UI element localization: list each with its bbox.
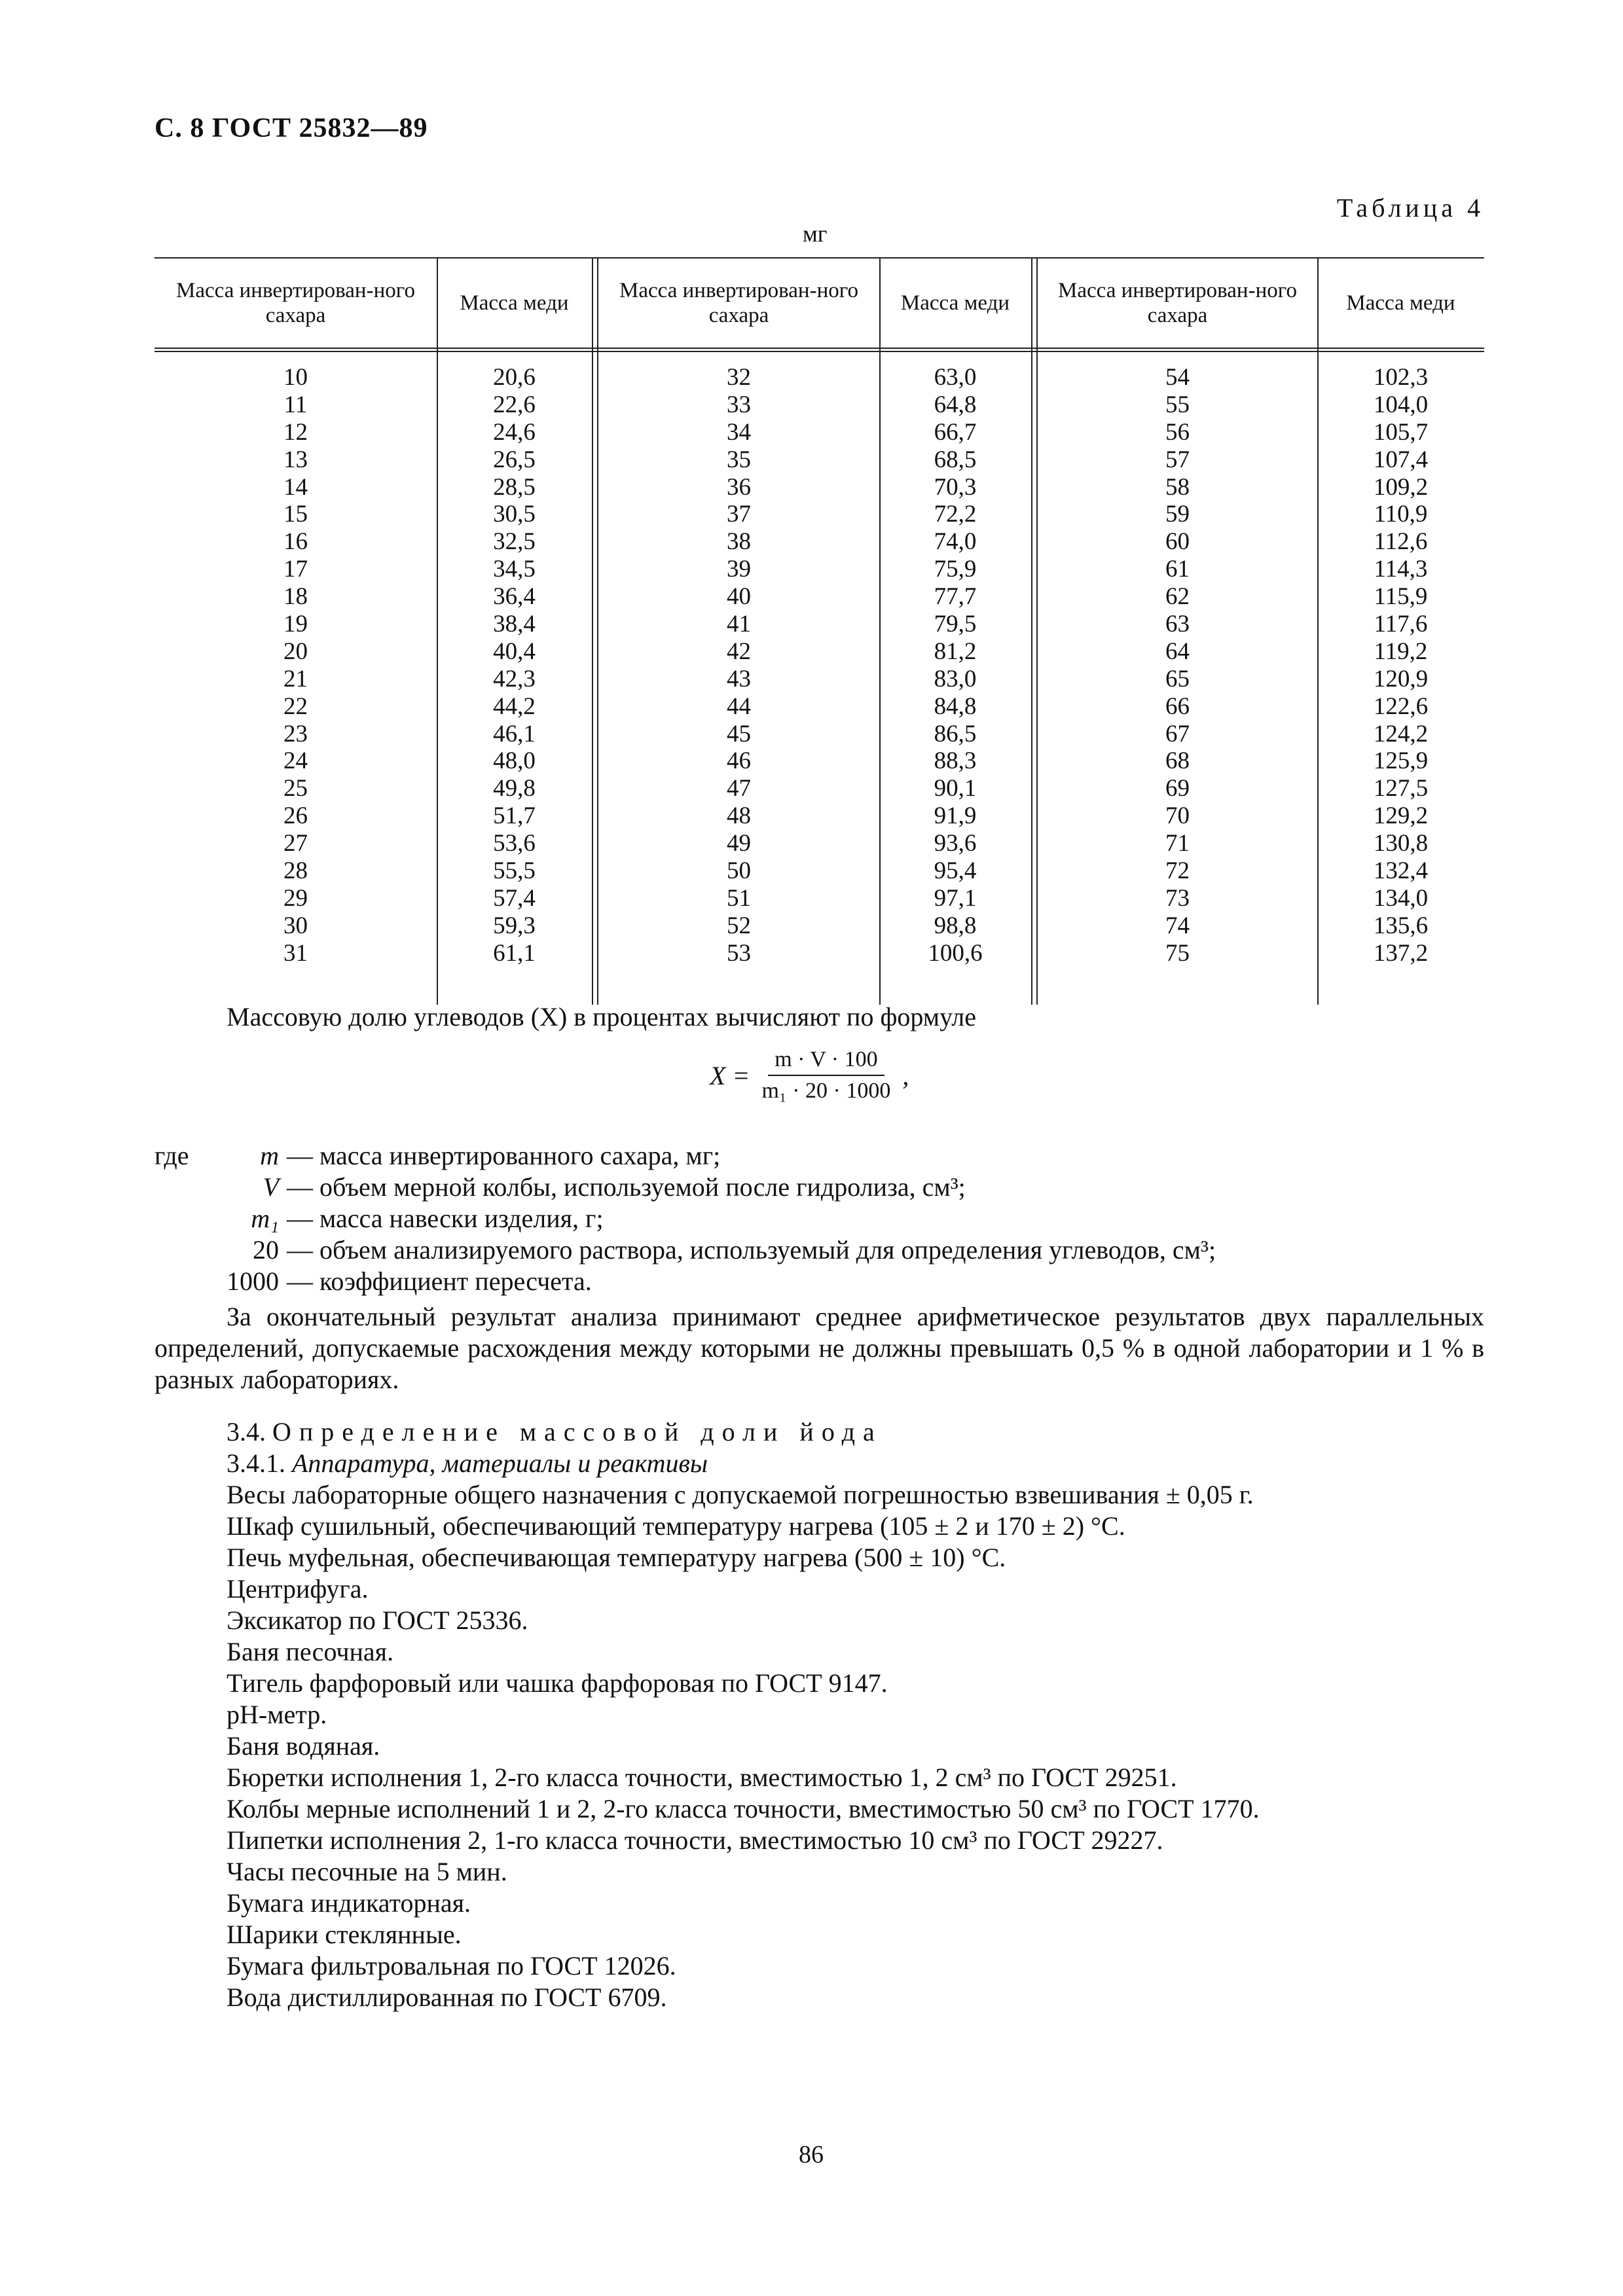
column-sugar-2 (598, 364, 879, 967)
table-cell: 34 (727, 418, 751, 446)
table-cell: 17 (283, 556, 308, 583)
equipment-item: Тигель фарфоровый или чашка фарфоровая по ГОСТ 9147. (227, 1668, 888, 1698)
equipment-item: Вода дистиллированная по ГОСТ 6709. (227, 1982, 667, 2012)
table-cell: 40 (727, 583, 751, 611)
table-cell: 107,4 (1373, 446, 1429, 473)
table-cell: 98,8 (934, 912, 977, 939)
table-cell: 132,4 (1373, 857, 1429, 885)
table-cell: 127,5 (1373, 775, 1429, 802)
table-cell: 55,5 (493, 857, 536, 885)
table-cell: 30,5 (493, 501, 536, 528)
table-cell: 66,7 (934, 418, 977, 446)
table-cell: 46,1 (493, 720, 536, 747)
table-cell: 67 (1165, 720, 1190, 747)
table-cell: 55 (1165, 391, 1190, 418)
legend-row (155, 1203, 1216, 1234)
table-cell: 93,6 (934, 830, 977, 857)
table-cell: 90,1 (934, 775, 977, 802)
table-cell: 122,6 (1373, 692, 1429, 720)
table-cell: 68,5 (934, 446, 977, 473)
table-cell: 24 (283, 747, 308, 775)
table-cell: 16 (283, 528, 308, 556)
column-copper-2 (879, 364, 1031, 967)
table-cell: 29 (283, 884, 308, 912)
table-cell: 119,2 (1374, 637, 1428, 665)
table-cell: 74 (1165, 912, 1190, 939)
table-cell: 65 (1165, 665, 1190, 692)
formula-numerator: m · V · 100 (768, 1047, 884, 1076)
legend-text: — масса навески изделия, г; (287, 1204, 604, 1233)
table-cell: 25 (283, 775, 308, 802)
table-cell: 105,7 (1373, 418, 1429, 446)
legend-text: — масса инвертированного сахара, мг; (287, 1141, 721, 1170)
table-cell: 34,5 (493, 556, 536, 583)
header-sugar-3: Масса инвертирован-ного сахара (1058, 279, 1297, 327)
table-cell: 40,4 (493, 637, 536, 665)
table-cell: 83,0 (934, 665, 977, 692)
equipment-item: Баня песочная. (227, 1637, 394, 1666)
equipment-item: Бюретки исполнения 1, 2-го класса точности, вместимостью 1, 2 см³ по ГОСТ 29251. (227, 1763, 1177, 1792)
equipment-item: Баня водяная. (227, 1731, 380, 1761)
formula-intro: Массовую долю углеводов (X) в процентах вычисляют по формуле (227, 1002, 977, 1031)
equipment-item: Часы песочные на 5 мин. (227, 1857, 507, 1886)
table-cell: 37 (727, 501, 751, 528)
table-cell: 102,3 (1373, 364, 1429, 391)
table-cell: 63 (1165, 611, 1190, 638)
legend-symbol: V (263, 1172, 279, 1202)
table-cell: 48,0 (493, 747, 536, 775)
table-cell: 91,9 (934, 802, 977, 830)
table-cell: 20,6 (493, 364, 536, 391)
table-cell: 36,4 (493, 583, 536, 611)
section-title: Определение массовой доли йода (272, 1417, 883, 1446)
table-cell: 135,6 (1373, 912, 1429, 939)
table-cell: 51 (727, 884, 751, 912)
subsection-number: 3.4.1. (227, 1448, 285, 1478)
table-cell: 104,0 (1373, 391, 1429, 418)
table-cell: 59,3 (493, 912, 536, 939)
table-cell: 130,8 (1373, 830, 1429, 857)
table-cell: 38 (727, 528, 751, 556)
equipment-item: Колбы мерные исполнений 1 и 2, 2-го класса точности, вместимостью 50 см³ по ГОСТ 1770. (227, 1794, 1260, 1823)
table-cell: 28 (283, 857, 308, 885)
legend-text: — объем мерной колбы, используемой после гидролиза, см³; (287, 1172, 966, 1202)
table-cell: 66 (1165, 692, 1190, 720)
equipment-item: Бумага фильтровальная по ГОСТ 12026. (227, 1951, 676, 1981)
table-cell: 69 (1165, 775, 1190, 802)
equipment-list (227, 1479, 1260, 2013)
table-cell: 88,3 (934, 747, 977, 775)
table-cell: 41 (727, 611, 751, 638)
table-cell: 72 (1165, 857, 1190, 885)
legend-row (155, 1140, 1216, 1172)
column-sugar-1 (155, 364, 437, 967)
header-copper-1: Масса меди (460, 291, 569, 315)
final-result-paragraph: За окончательный результат анализа принимают среднее арифметическое результатов двух параллельных определений, допускаемые расхождения между которыми не должны превышать 0,5 % в одной лаборатории и 1 % в разных лабораториях. (155, 1302, 1484, 1394)
formula-lhs: X = (710, 1060, 750, 1090)
table-cell: 12 (283, 418, 308, 446)
section-heading (227, 1416, 1470, 1448)
table-cell: 49 (727, 830, 751, 857)
table-cell: 35 (727, 446, 751, 473)
table-cell: 14 (283, 473, 308, 501)
table-cell: 75,9 (934, 556, 977, 583)
page-header: С. 8 ГОСТ 25832—89 (155, 113, 428, 143)
table-cell: 26,5 (493, 446, 536, 473)
subsection-title: Аппаратура, материалы и реактивы (292, 1448, 708, 1478)
header-sugar-2: Масса инвертирован-ного сахара (619, 279, 858, 327)
equipment-item: Весы лабораторные общего назначения с допускаемой погрешностью взвешивания ± 0,05 г. (227, 1480, 1254, 1509)
column-sugar-3 (1038, 364, 1317, 967)
table-cell: 57,4 (493, 884, 536, 912)
table-cell: 71 (1165, 830, 1190, 857)
table-cell: 43 (727, 665, 751, 692)
table-cell: 72,2 (934, 501, 977, 528)
table-cell: 60 (1165, 528, 1190, 556)
table-cell: 30 (283, 912, 308, 939)
table-cell: 27 (283, 830, 308, 857)
legend-symbol: m₁ (251, 1204, 279, 1233)
formula (710, 1047, 909, 1103)
table-cell: 38,4 (493, 611, 536, 638)
table-cell: 70,3 (934, 473, 977, 501)
table-cell: 15 (283, 501, 308, 528)
header-sugar-1: Масса инвертирован-ного сахара (176, 279, 415, 327)
table-cell: 31 (283, 939, 308, 967)
legend-lead: где (155, 1141, 189, 1170)
formula-tail: , (902, 1060, 909, 1090)
equipment-item: Эксикатор по ГОСТ 25336. (227, 1605, 528, 1635)
table-cell: 57 (1165, 446, 1190, 473)
table-cell: 84,8 (934, 692, 977, 720)
table-cell: 20 (283, 637, 308, 665)
table-cell: 134,0 (1373, 884, 1429, 912)
table-cell: 56 (1165, 418, 1190, 446)
table-cell: 117,6 (1374, 611, 1428, 638)
table-cell: 32,5 (493, 528, 536, 556)
header-copper-2: Масса меди (900, 291, 1010, 315)
equipment-item: pH-метр. (227, 1700, 327, 1729)
legend-text: — коэффициент пересчета. (287, 1266, 592, 1296)
table-cell: 59 (1165, 501, 1190, 528)
table-cell: 97,1 (934, 884, 977, 912)
table-cell: 51,7 (493, 802, 536, 830)
table-cell: 50 (727, 857, 751, 885)
table-cell: 48 (727, 802, 751, 830)
table-cell: 77,7 (934, 583, 977, 611)
table-cell: 73 (1165, 884, 1190, 912)
table-cell: 26 (283, 802, 308, 830)
table-cell: 129,2 (1373, 802, 1429, 830)
table-cell: 54 (1165, 364, 1190, 391)
table-cell: 39 (727, 556, 751, 583)
legend-symbol: m (260, 1141, 279, 1170)
table-cell: 33 (727, 391, 751, 418)
table-cell: 68 (1165, 747, 1190, 775)
table-cell: 44,2 (493, 692, 536, 720)
section-number: 3.4. (227, 1417, 266, 1446)
equipment-item: Центрифуга. (227, 1574, 369, 1604)
column-copper-1 (437, 364, 592, 967)
table-cell: 100,6 (928, 939, 983, 967)
sugar-copper-table (155, 257, 1484, 1005)
legend-row (155, 1234, 1216, 1266)
table-cell: 52 (727, 912, 751, 939)
table-cell: 44 (727, 692, 751, 720)
equipment-item: Бумага индикаторная. (227, 1888, 471, 1918)
table-cell: 81,2 (934, 637, 977, 665)
page-number: 86 (799, 2141, 824, 2168)
table-cell: 70 (1165, 802, 1190, 830)
equipment-item: Пипетки исполнения 2, 1-го класса точности, вместимостью 10 см³ по ГОСТ 29227. (227, 1825, 1163, 1855)
table-cell: 61,1 (493, 939, 536, 967)
table-cell: 53 (727, 939, 751, 967)
header-copper-3: Масса меди (1346, 291, 1455, 315)
table-cell: 46 (727, 747, 751, 775)
legend-symbol: 20 (253, 1235, 279, 1265)
table-cell: 11 (283, 391, 308, 418)
table-cell: 64 (1165, 637, 1190, 665)
table-cell: 32 (727, 364, 751, 391)
table-cell: 95,4 (934, 857, 977, 885)
table-label: Таблица 4 (1336, 193, 1484, 223)
table-cell: 79,5 (934, 611, 977, 638)
equipment-item: Шкаф сушильный, обеспечивающий температуру нагрева (105 ± 2 и 170 ± 2) °С. (227, 1511, 1125, 1541)
table-cell: 61 (1165, 556, 1190, 583)
legend-text: — объем анализируемого раствора, используемый для определения углеводов, см³; (287, 1235, 1216, 1265)
table-cell: 36 (727, 473, 751, 501)
table-cell: 74,0 (934, 528, 977, 556)
table-cell: 18 (283, 583, 308, 611)
table-cell: 42,3 (493, 665, 536, 692)
table-cell: 10 (283, 364, 308, 391)
table-cell: 125,9 (1373, 747, 1429, 775)
table-cell: 24,6 (493, 418, 536, 446)
table-cell: 21 (283, 665, 308, 692)
table-cell: 42 (727, 637, 751, 665)
table-cell: 22 (283, 692, 308, 720)
table-cell: 49,8 (493, 775, 536, 802)
formula-fraction (755, 1047, 897, 1103)
table-cell: 137,2 (1373, 939, 1429, 967)
legend-symbol: 1000 (227, 1266, 279, 1296)
subsection-heading (227, 1448, 1470, 1479)
table-cell: 64,8 (934, 391, 977, 418)
table-unit: мг (803, 221, 828, 247)
table-cell: 28,5 (493, 473, 536, 501)
table-cell: 13 (283, 446, 308, 473)
table-cell: 120,9 (1373, 665, 1429, 692)
table-cell: 23 (283, 720, 308, 747)
table-cell: 53,6 (493, 830, 536, 857)
column-copper-3 (1317, 364, 1484, 967)
legend-row (155, 1172, 1216, 1203)
table-cell: 124,2 (1373, 720, 1429, 747)
equipment-item: Печь муфельная, обеспечивающая температуру нагрева (500 ± 10) °С. (227, 1543, 1006, 1572)
table-cell: 114,3 (1374, 556, 1428, 583)
table-cell: 62 (1165, 583, 1190, 611)
table-cell: 45 (727, 720, 751, 747)
table-cell: 110,9 (1374, 501, 1428, 528)
equipment-item: Шарики стеклянные. (227, 1920, 462, 1949)
table-cell: 22,6 (493, 391, 536, 418)
table-cell: 47 (727, 775, 751, 802)
table-cell: 75 (1165, 939, 1190, 967)
table-cell: 58 (1165, 473, 1190, 501)
legend-row (155, 1266, 1216, 1297)
table-cell: 115,9 (1374, 583, 1428, 611)
table-cell: 63,0 (934, 364, 977, 391)
table-cell: 112,6 (1374, 528, 1428, 556)
formula-denominator: m₁ · 20 · 1000 (761, 1079, 891, 1103)
formula-legend (155, 1140, 1216, 1297)
table-cell: 109,2 (1373, 473, 1429, 501)
table-cell: 86,5 (934, 720, 977, 747)
table-cell: 19 (283, 611, 308, 638)
